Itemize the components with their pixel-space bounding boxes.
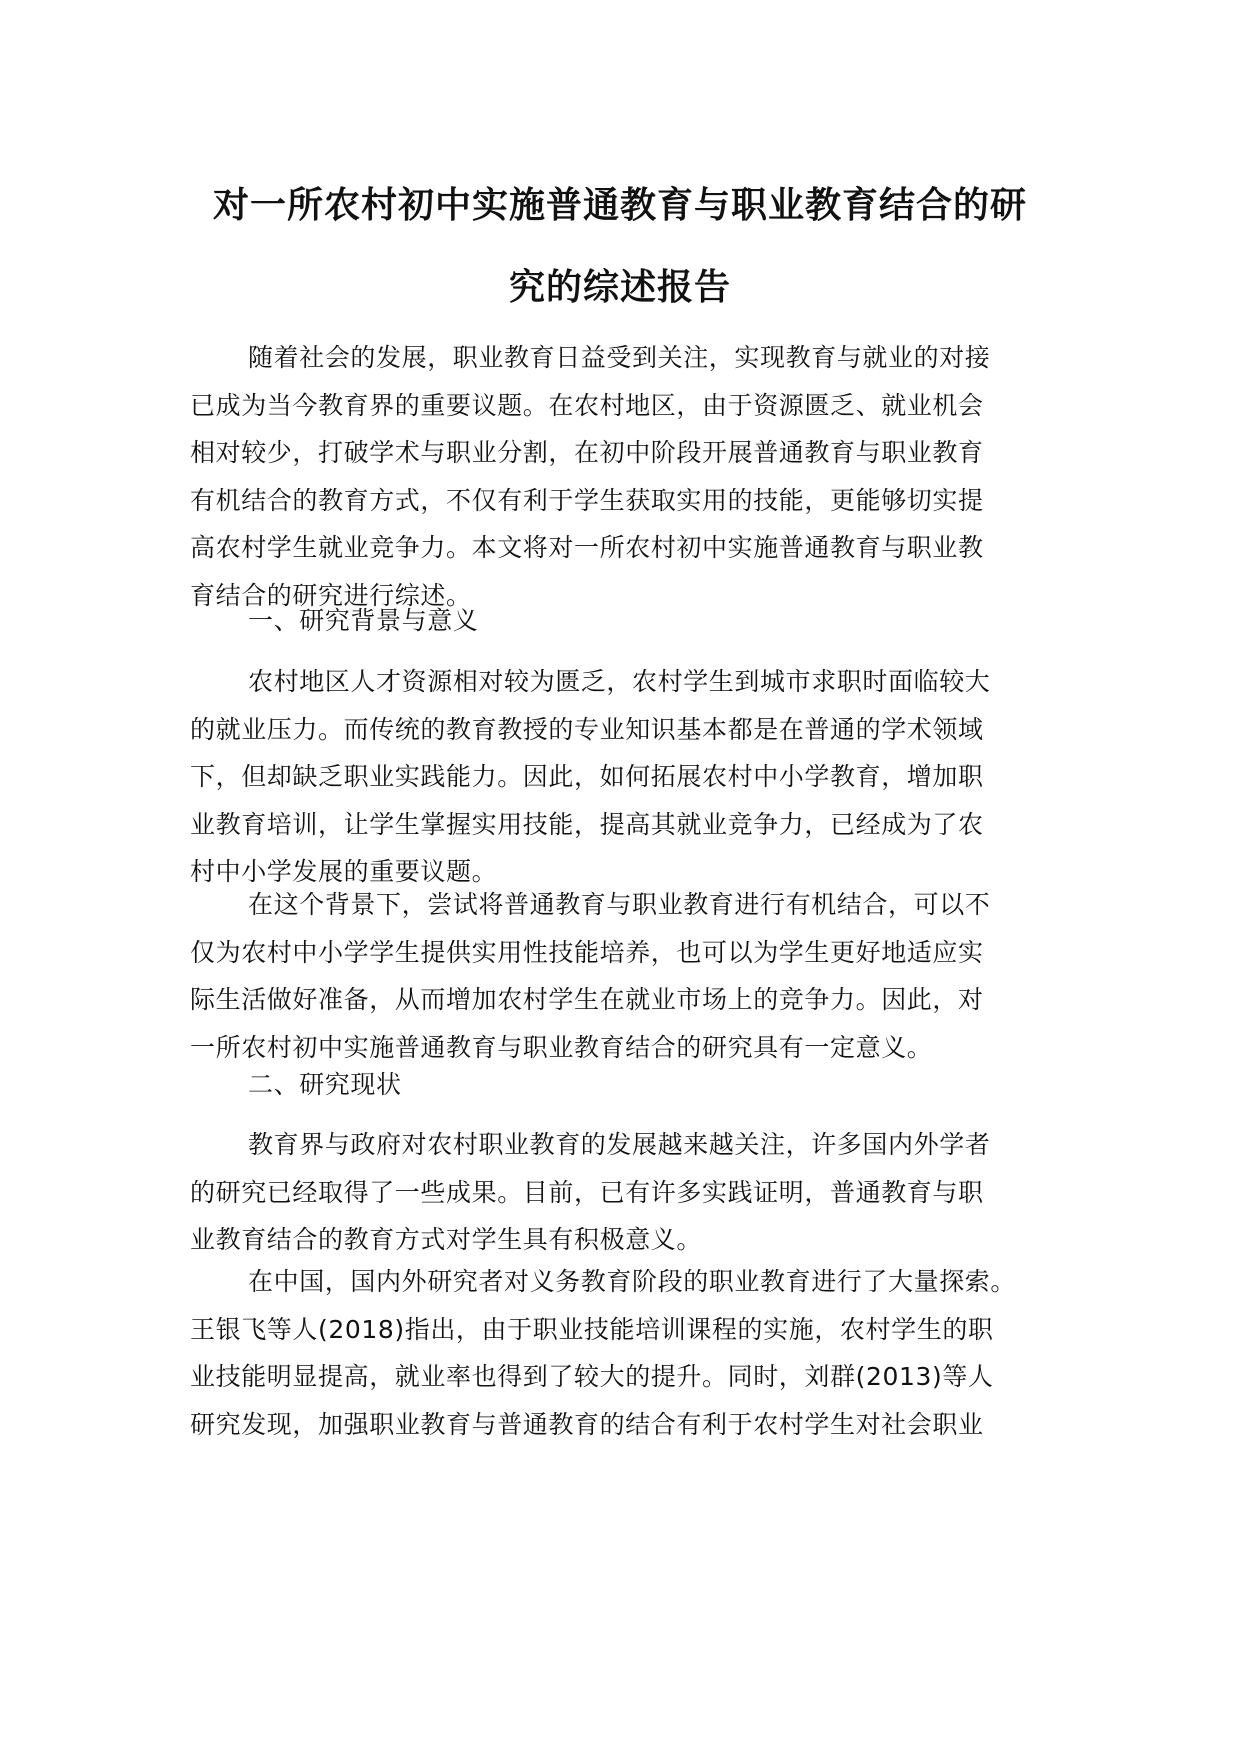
paragraph-context	[190, 881, 1070, 1071]
section-heading-status: 二、研究现状	[248, 1070, 402, 1099]
document-title-line-1: 对一所农村初中实施普通教育与职业教育结合的研	[212, 185, 1027, 226]
paragraph-china-research	[190, 1258, 1070, 1448]
text-line: 随着社会的发展，职业教育日益受到关注，实现教育与就业的对接	[248, 343, 991, 372]
text-line: 的就业压力。而传统的教育教授的专业知识基本都是在普通的学术领域	[190, 714, 984, 744]
text-line: 研究发现，加强职业教育与普通教育的结合有利于农村学生对社会职业	[190, 1409, 984, 1439]
text-line: 农村地区人才资源相对较为匮乏，农村学生到城市求职时面临较大	[248, 667, 991, 696]
text-line: 高农村学生就业竞争力。本文将对一所农村初中实施普通教育与职业教	[190, 533, 984, 562]
text-line: 在中国，国内外研究者对义务教育阶段的职业教育进行了大量探索。	[248, 1267, 1017, 1296]
text-line: 相对较少，打破学术与职业分割，在初中阶段开展普通教育与职业教育	[190, 438, 984, 467]
paragraph-intro	[190, 334, 1070, 619]
text-line: 已成为当今教育界的重要议题。在农村地区，由于资源匮乏、就业机会	[190, 390, 984, 420]
text-line: 一所农村初中实施普通教育与职业教育结合的研究具有一定意义。	[190, 1032, 933, 1062]
paragraph-status	[190, 1121, 1070, 1264]
text-line: 的研究已经取得了一些成果。目前，已有许多实践证明，普通教育与职	[190, 1177, 984, 1207]
text-line: 教育界与政府对农村职业教育的发展越来越关注，许多国内外学者	[248, 1130, 991, 1159]
document-title-line-2: 究的综述报告	[508, 267, 731, 308]
section-heading-background: 一、研究背景与意义	[248, 606, 479, 635]
text-line: 有机结合的教育方式，不仅有利于学生获取实用的技能，更能够切实提	[190, 485, 984, 515]
text-line: 村中小学发展的重要议题。	[190, 857, 498, 886]
text-line: 在这个背景下，尝试将普通教育与职业教育进行有机结合，可以不	[248, 890, 991, 919]
text-line: 业教育培训，让学生掌握实用技能，提高其就业竞争力，已经成为了农	[190, 809, 984, 839]
text-line: 育结合的研究进行综述。	[190, 580, 472, 610]
text-line: 际生活做好准备，从而增加农村学生在就业市场上的竞争力。因此，对	[190, 985, 984, 1014]
paragraph-background	[190, 658, 1070, 896]
text-line: 下，但却缺乏职业实践能力。因此，如何拓展农村中小学教育，增加职	[190, 762, 984, 791]
text-line: 业教育结合的教育方式对学生具有积极意义。	[190, 1225, 703, 1254]
text-line: 仅为农村中小学学生提供实用性技能培养，也可以为学生更好地适应实	[190, 937, 984, 967]
text-line: 王银飞等人(2018)指出，由于职业技能培训课程的实施，农村学生的职	[190, 1314, 994, 1344]
text-line: 业技能明显提高，就业率也得到了较大的提升。同时，刘群(2013)等人	[190, 1362, 994, 1391]
